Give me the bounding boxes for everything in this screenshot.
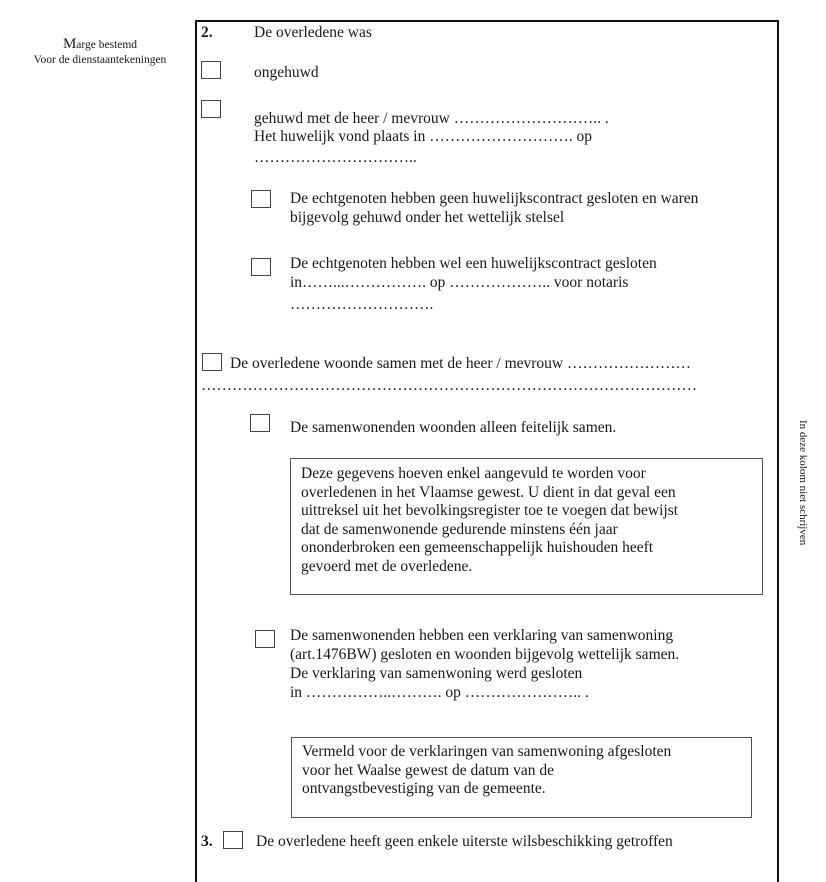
no-contract-line-2: bijgevolg gehuwd onder het wettelijk stelsel: [290, 209, 565, 226]
cohabiting-line-1[interactable]: De overledene woonde samen met de heer / mevrouw ……………………: [230, 355, 691, 372]
note-line: voor het Waalse gewest de datum van de: [302, 761, 554, 779]
section-2-number: 2.: [201, 24, 213, 41]
note-line: ontvangstbevestiging van de gemeente.: [302, 780, 546, 797]
margin-title-initial: M: [62, 36, 77, 52]
married-checkbox[interactable]: [201, 100, 221, 118]
legal-cohabitation-line-3: De verklaring van samenwoning werd gesloten: [290, 665, 583, 682]
note-line: gevoerd met de overledene.: [301, 557, 473, 575]
cohabiting-checkbox[interactable]: [202, 353, 222, 371]
legal-cohabitation-line-1: De samenwonenden hebben een verklaring van samenwoning: [290, 627, 674, 644]
unmarried-checkbox[interactable]: [201, 61, 221, 79]
legal-cohabitation-line-2: (art.1476BW) gesloten en woonden bijgevolg wettelijk samen.: [290, 646, 680, 663]
note-line: dat de samenwonende gedurende minstens één jaar: [301, 520, 618, 538]
no-will-checkbox[interactable]: [223, 831, 243, 849]
married-line-1[interactable]: gehuwd met de heer / mevrouw ……………………….. .: [254, 110, 609, 127]
note-line: overledenen in het Vlaamse gewest. U dient in dat geval een: [301, 483, 676, 501]
no-contract-checkbox[interactable]: [251, 190, 271, 208]
note-line: Vermeld voor de verklaringen van samenwoning afgesloten: [302, 743, 672, 760]
section-2-heading: De overledene was: [254, 24, 372, 41]
factual-cohabitation-checkbox[interactable]: [250, 414, 270, 432]
note-line: uittreksel uit het bevolkingsregister toe te voegen dat bewijst: [301, 502, 679, 519]
margin-note: [0, 37, 200, 68]
no-will-label: De overledene heeft geen enkele uiterste wilsbeschikking getroffen: [256, 833, 673, 850]
contract-checkbox[interactable]: [251, 258, 271, 276]
contract-line-2[interactable]: in……...……………. op ……………….. voor notaris: [290, 274, 629, 291]
married-line-3[interactable]: …………………………..: [254, 149, 417, 166]
contract-line-1: De echtgenoten hebben wel een huwelijkscontract gesloten: [290, 255, 657, 272]
flemish-region-note: [290, 458, 763, 595]
section-3-number: 3.: [201, 833, 213, 850]
legal-cohabitation-checkbox[interactable]: [255, 630, 275, 648]
side-column-note: In deze kolom niet schrijven: [797, 420, 809, 546]
margin-subtitle: Voor de dienstaantekeningen: [33, 54, 167, 66]
margin-title: arge bestemd: [76, 39, 138, 51]
unmarried-label: ongehuwd: [254, 64, 319, 81]
legal-cohabitation-line-4[interactable]: in ……………..………. op ………………….. .: [290, 684, 589, 701]
contract-line-3[interactable]: ……………………….: [290, 296, 434, 313]
walloon-region-note: [291, 737, 752, 818]
factual-cohabitation-label: De samenwonenden woonden alleen feitelijk samen.: [290, 419, 617, 436]
cohabiting-line-2[interactable]: ……………………………………………………………………………………: [201, 377, 697, 394]
no-contract-line-1: De echtgenoten hebben geen huwelijkscontract gesloten en waren: [290, 190, 699, 207]
married-line-2[interactable]: Het huwelijk vond plaats in ………………………. op: [254, 128, 592, 145]
note-line: ononderbroken een gemeenschappelijk huishouden heeft: [301, 539, 654, 556]
note-line: Deze gegevens hoeven enkel aangevuld te worden voor: [301, 465, 646, 482]
